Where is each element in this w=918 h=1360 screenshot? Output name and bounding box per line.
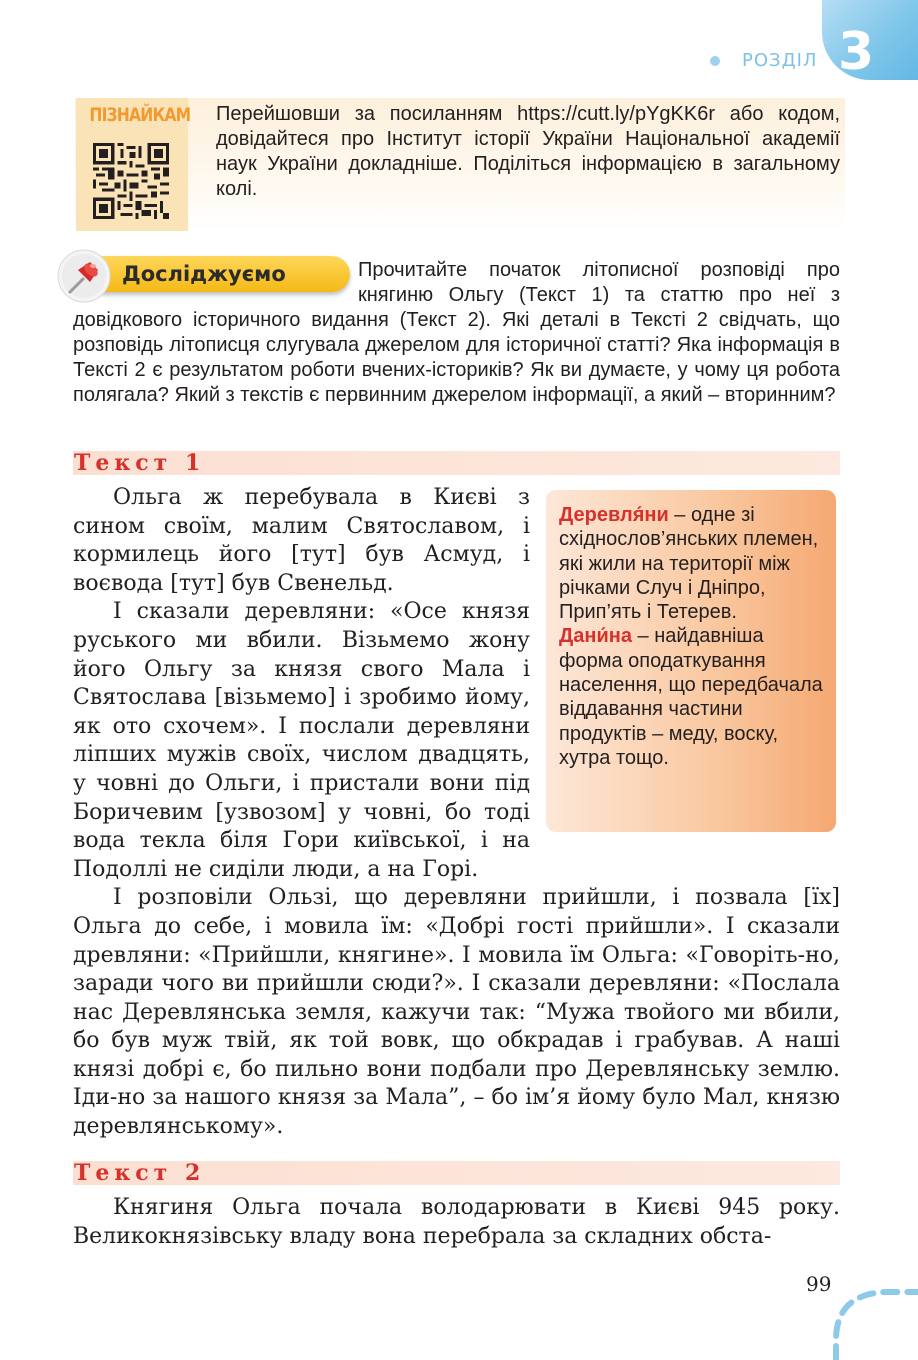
research-task-body: Прочитайте початок літописної розповіді про княгиню Ольгу (Текст 1) та статтю про неї з довідкового історичного видання (Текст 2). Які деталі в Тексті 2 свідчать, що розповідь літописця слугувала джерелом для історичної статті? Яка інформація в Тексті 2 є результатом роботи вчених-істориків? Як ви думаєте, у чому ця робота полягала? Який з текстів є первинним джерелом інформації, а який – вторинним? (73, 259, 840, 406)
info-badge-title: ПІЗНАЙКАМ (89, 104, 191, 126)
research-task-text (73, 258, 840, 408)
research-badge-label: Досліджуємо (122, 262, 286, 286)
info-text: Перейшовши за посиланням https://cutt.ly/pYgKK6r або кодом, довідайтеся про Інститут історії України Національної академії наук України докладніше. Поділіться інформацією в загальному колі. (216, 103, 840, 200)
chapter-label: РОЗДІЛ (742, 50, 818, 71)
paragraph: І сказали деревляни: «Осе князя руського ми вбили. Візьмемо жону його Ольгу за князя свого Мала і Святослава [візьмемо] і зробимо йому, як ото схочем». І послали деревляни ліпших мужів своїх, числом двадцять, у човні до Ольги, і пристали вони під Боричевим [узвозом] у човні, бо тоді вода текла біля Гори київської, і на Подоллі не сиділи люди, а на Горі. (73, 599, 530, 882)
paragraph: Княгиня Ольга почала володарювати в Києві 945 року. Великокнязівську владу вона перебрала за складних обста- (73, 1195, 840, 1249)
glossary-term: Дани́на (559, 625, 632, 648)
glossary-definition: – одне зі східнослов’янських племен, які жили на території між річками Случ і Дніпро, Прип’ять і Тетерев. (559, 504, 819, 624)
glossary-spacer (530, 484, 840, 832)
glossary-term: Деревля́ни (559, 504, 669, 526)
badge-spacer (73, 258, 358, 308)
glossary-definition: – найдавніша форма оподаткування населення, що передбачала віддавання частини продуктів – меду, воску, хутра тощо. (559, 625, 823, 769)
corner-dashed-arc-icon (818, 1280, 918, 1360)
paragraph: Ольга ж перебувала в Києві з сином своїм, малим Святославом, і кормилець його [тут] був Асмуд, і воєвода [тут] був Свенельд. (73, 485, 530, 596)
paragraph: І розповіли Ользі, що деревляни прийшли, і позвала [їх] Ольга до себе, і мовила їм: «Добрі гості прийшли». І сказали древляни: «Прийшли, княгине». І мовила їм Ольга: «Говоріть-но, заради чого ви прийшли сюди?». І сказали деревляни: «Послала нас Деревлянська земля, кажучи так: “Мужа твойого ми вбили, бо був муж твій, як той вовк, що обкрадав і грабував. А наші князі добрі є, бо пильно вони подбали про Деревлянську землю. Іди-но за нашого князя за Мала”, – бо ім’я йому було Мал, князю деревлянському». (73, 885, 840, 1140)
chapter-number: 3 (838, 22, 875, 82)
page-number: 99 (806, 1272, 832, 1296)
text2-title: Текст 2 (74, 1160, 206, 1186)
qr-code-icon[interactable] (93, 143, 169, 219)
bullet-dot-icon (710, 56, 720, 66)
text1-title: Текст 1 (74, 450, 206, 476)
text2-body (73, 1194, 840, 1251)
text1-body (73, 484, 840, 1142)
